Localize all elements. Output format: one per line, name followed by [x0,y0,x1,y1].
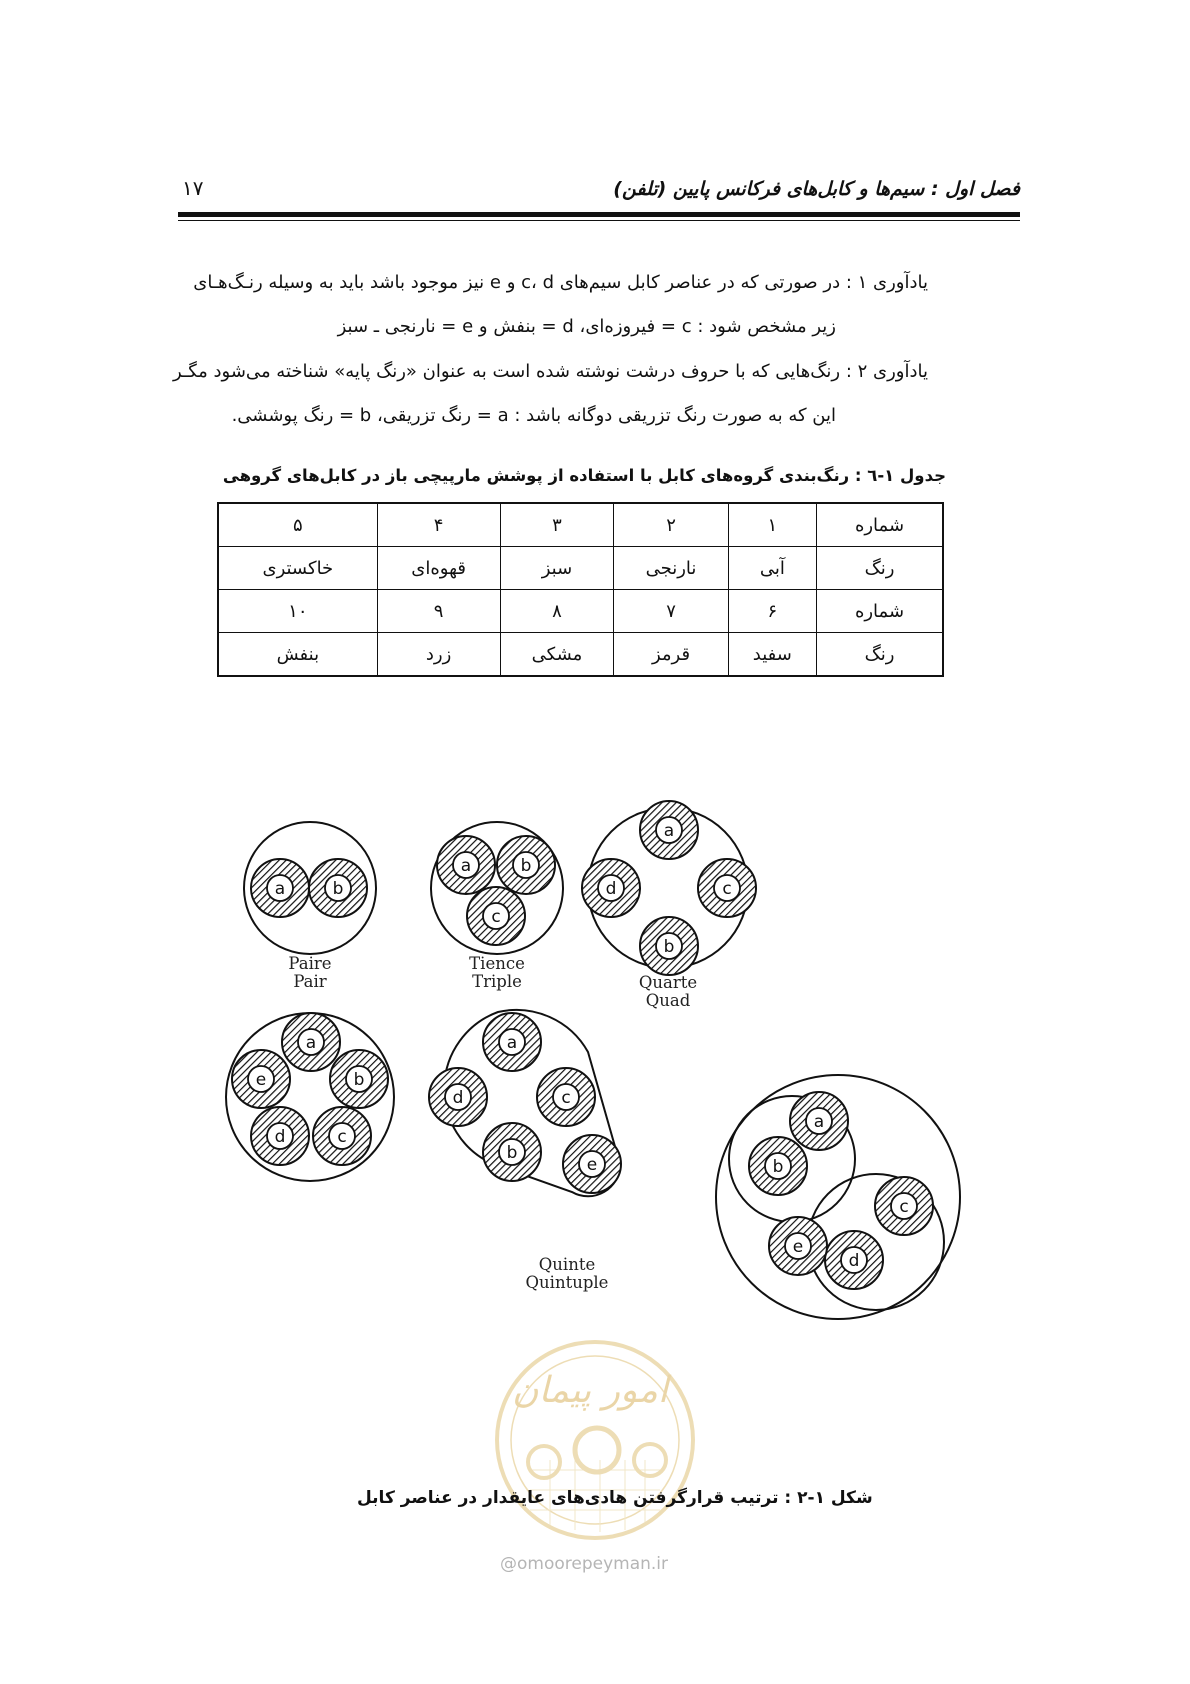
table-cell: ۴ [377,503,500,547]
conductor-letter: b [332,879,344,899]
conductor-b [749,1137,807,1195]
table-cell: ۸ [500,590,614,633]
conductor-letter: a [663,821,675,841]
conductor-a [282,1013,340,1071]
conductor-letter: d [605,879,617,899]
watermark-url-text: omoorepeyman.ir [517,1554,669,1574]
conductor-letter: a [813,1112,825,1132]
triple-label-1: Tience [469,954,525,973]
table-cell: ۶ [728,590,816,633]
table-cell: ۹ [377,590,500,633]
figure-caption: شکل ۱-۲ : ترتیب قرارگرفتن هادی‌های عایقدار در عناصر کابل [357,1488,873,1508]
conductor-letter: b [772,1157,784,1177]
conductor-letter: e [586,1155,598,1175]
watermark-logo [497,1342,693,1538]
table-cell: ۷ [614,590,728,633]
table-cell: سفید [728,633,816,677]
conductor-b [497,836,555,894]
conductor-letter: c [899,1197,909,1217]
conductor-e [232,1050,290,1108]
conductor-c [698,859,756,917]
table-row-label: شماره [817,590,944,633]
conductor-a [437,836,495,894]
watermark-logo-text: امور پیمان [512,1370,668,1411]
conductor-letter: a [506,1033,518,1053]
table-row-label: رنگ [817,547,944,590]
watermark-url [500,1554,668,1574]
conductor-letter: d [848,1251,860,1271]
chapter-title: فصل اول : سیم‌ها و کابل‌های فرکانس پایین (تلفن) [613,178,1020,200]
table-cell: سبز [500,547,614,590]
note1-line1: یادآوری ۱ : در صورتی که در عناصر کابل سیم‌های c، d و e نیز موجود باشد باید به وسیله رنـگ‌هـای [193,272,928,293]
pair-label-2: Pair [293,972,327,991]
conductor-letter: d [274,1127,286,1147]
conductor-letter: a [274,879,286,899]
quint-label-1: Quinte [538,1255,596,1274]
conductor-b [640,917,698,975]
quad-label-2: Quad [645,991,691,1010]
table-cell: قرمز [614,633,728,677]
conductor-c [313,1107,371,1165]
pair-label-1: Paire [288,954,332,973]
at-icon: @ [500,1554,517,1574]
note2-line1: یادآوری ۲ : رنگ‌هایی که با حروف درشت نوشته شده است به عنوان «رنگ پایه» شناخته می‌شود مگـر [173,361,928,382]
conductor-letter: c [491,907,501,927]
conductor-a [251,859,309,917]
quint-label-2: Quintuple [525,1273,609,1292]
table-cell: قهوه‌ای [377,547,500,590]
conductor-letter: c [722,879,732,899]
conductor-e [769,1217,827,1275]
conductor-letter: b [506,1143,518,1163]
conductor-letter: b [353,1070,365,1090]
table-cell: ۱ [728,503,816,547]
conductor-letter: a [305,1033,317,1053]
conductor-d [582,859,640,917]
table-cell: ۲ [614,503,728,547]
conductor-e [563,1135,621,1193]
quad-label-1: Quarte [638,973,698,992]
table-cell: آبی [728,547,816,590]
conductor-letter: b [520,856,532,876]
table-cell: خاکستری [218,547,377,590]
conductor-a [483,1013,541,1071]
conductor-d [825,1231,883,1289]
table-cell: زرد [377,633,500,677]
conductor-b [483,1123,541,1181]
conductor-d [251,1107,309,1165]
conductor-d [429,1068,487,1126]
conductor-letter: e [255,1070,267,1090]
conductor-letter: c [337,1127,347,1147]
conductor-b [330,1050,388,1108]
table-cell: نارنجی [614,547,728,590]
conductor-b [309,859,367,917]
table-row-label: رنگ [817,633,944,677]
conductor-a [790,1092,848,1150]
table-cell: ۵ [218,503,377,547]
table-cell: ۱۰ [218,590,377,633]
table-row-label: شماره [817,503,944,547]
conductor-letter: c [561,1088,571,1108]
conductor-a [640,801,698,859]
note2-line2: این که به صورت رنگ تزریقی دوگانه باشد : a = رنگ تزریقی، b = رنگ پوششی. [231,405,836,426]
conductor-letter: a [460,856,472,876]
conductor-c [875,1177,933,1235]
conductor-c [537,1068,595,1126]
table-cell: بنفش [218,633,377,677]
page-number: ۱۷ [182,176,204,200]
conductor-letter: b [663,937,675,957]
table-caption: جدول ۱-٦ : رنگ‌بندی گروه‌های کابل با استفاده از پوشش مارپیچی باز در کابل‌های گروهی [222,466,946,485]
conductor-letter: d [452,1088,464,1108]
conductor-letter: e [792,1237,804,1257]
conductor-c [467,887,525,945]
triple-label-2: Triple [472,972,522,991]
note1-line2: زیر مشخص شود : c = فیروزه‌ای، d = بنفش و e = نارنجی ـ سبز [337,316,836,337]
table-cell: مشکی [500,633,614,677]
table-cell: ۳ [500,503,614,547]
